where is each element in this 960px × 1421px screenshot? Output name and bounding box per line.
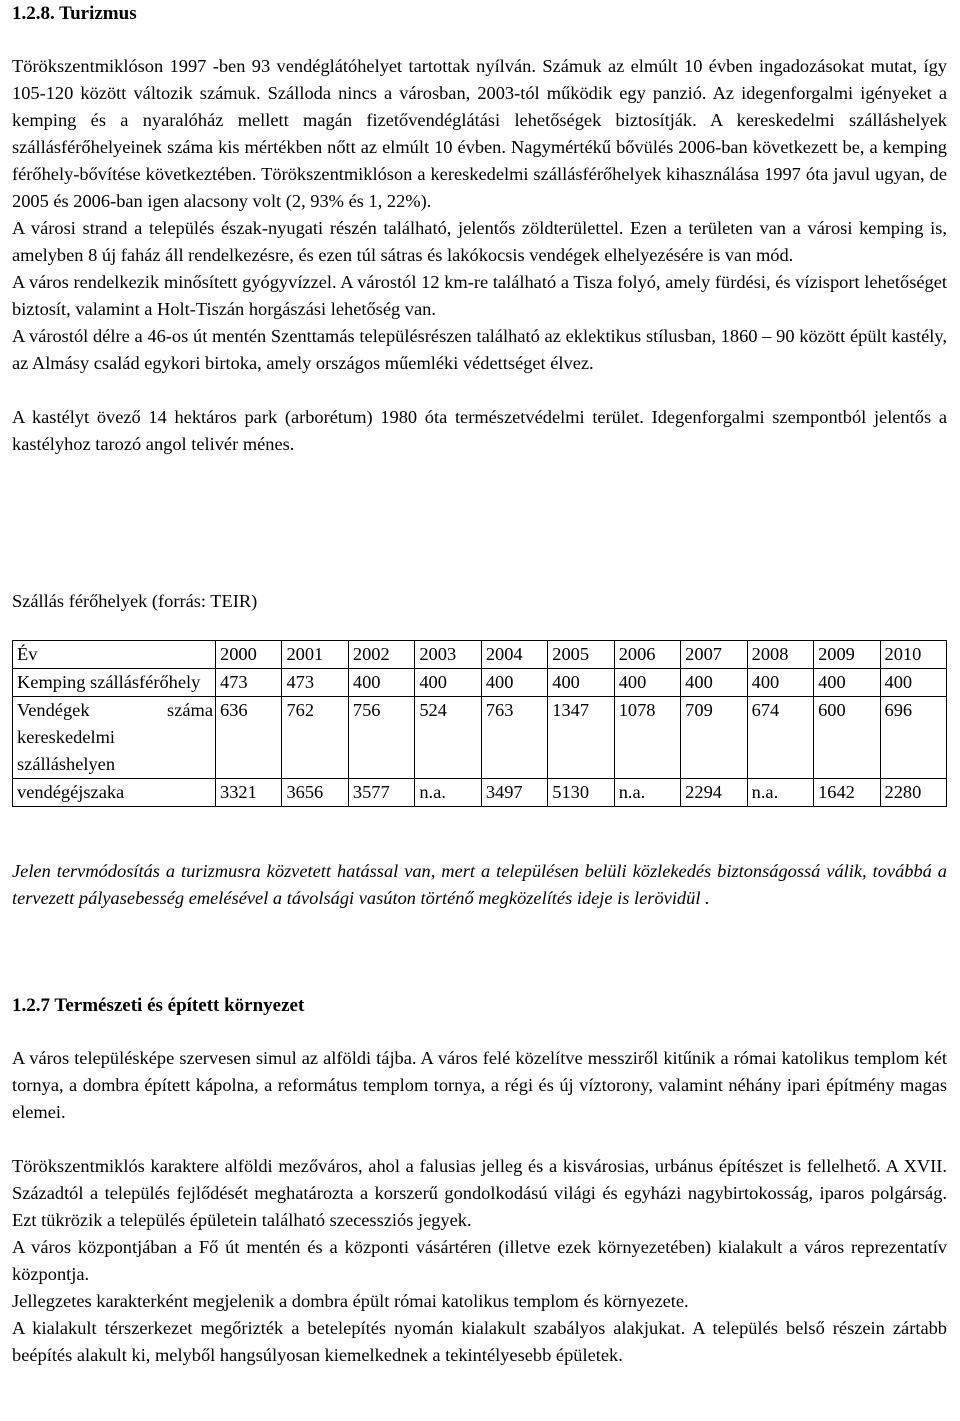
table-cell: 400 bbox=[814, 669, 880, 697]
table-cell: 2001 bbox=[282, 641, 348, 669]
blank-line bbox=[12, 1126, 947, 1153]
table-cell: 400 bbox=[681, 669, 747, 697]
table-title: Szállás férőhelyek (forrás: TEIR) bbox=[12, 591, 258, 611]
table-cell: 473 bbox=[216, 669, 282, 697]
table-cell: 524 bbox=[415, 697, 481, 779]
table-cell: 1642 bbox=[814, 779, 880, 807]
table-row-label: Vendégek száma kereskedelmi szálláshelyen bbox=[13, 697, 216, 779]
table-cell: 2007 bbox=[681, 641, 747, 669]
table-cell: 2003 bbox=[415, 641, 481, 669]
table-cell: 2280 bbox=[880, 779, 946, 807]
paragraph: A várostól délre a 46-os út mentén Szenttamás településrészen található az eklektikus stílusban, 1860 – 90 között épült kastély, az Almásy család egykori birtoka, amely országos műemléki védettséget élvez. bbox=[12, 326, 947, 373]
section-environment bbox=[12, 1045, 947, 1369]
table-cell: 763 bbox=[481, 697, 547, 779]
table-cell: 473 bbox=[282, 669, 348, 697]
table-row bbox=[13, 669, 947, 697]
table-cell: 2010 bbox=[880, 641, 946, 669]
accommodation-table bbox=[12, 640, 947, 807]
table-cell: 2005 bbox=[548, 641, 614, 669]
table-cell: 2008 bbox=[747, 641, 813, 669]
table-cell: 3497 bbox=[481, 779, 547, 807]
table-cell: n.a. bbox=[614, 779, 680, 807]
table-cell: 2004 bbox=[481, 641, 547, 669]
table-cell: 696 bbox=[880, 697, 946, 779]
table-cell: 636 bbox=[216, 697, 282, 779]
table-cell: 2002 bbox=[348, 641, 414, 669]
table-header-row bbox=[13, 641, 947, 669]
table-cell: n.a. bbox=[747, 779, 813, 807]
paragraph: A kialakult térszerkezet megőrizték a betelepítés nyomán kialakult szabályos alakjukat. A település belső részein zártabb beépítés alakult ki, melyből hangsúlyosan kiemelkednek a tekintélyesebb épületek. bbox=[12, 1318, 947, 1365]
italic-note: Jelen tervmódosítás a turizmusra közvetett hatással van, mert a településen belüli közlekedés biztonságossá válik, továbbá a tervezett pályasebesség emelésével a távolsági vasúton történő megközelítés ideje is lerövidül . bbox=[12, 861, 947, 908]
table-cell: n.a. bbox=[415, 779, 481, 807]
table-cell: 400 bbox=[348, 669, 414, 697]
table-cell: 762 bbox=[282, 697, 348, 779]
table-cell: 400 bbox=[880, 669, 946, 697]
paragraph: A kastélyt övező 14 hektáros park (arborétum) 1980 óta természetvédelmi terület. Idegenforgalmi szempontból jelentős a kastélyhoz tarozó angol telivér ménes. bbox=[12, 407, 947, 454]
table-row bbox=[13, 779, 947, 807]
table-row-label: vendégéjszaka bbox=[13, 779, 216, 807]
table-cell: 3321 bbox=[216, 779, 282, 807]
table-cell: 674 bbox=[747, 697, 813, 779]
paragraph: A városi strand a település észak-nyugati részén található, jelentős zöldterülettel. Ezen a területen van a városi kemping is, amelyben 8 új faház áll rendelkezésre, és ezen túl sátras és lakókocsis vendégek elhelyezésére is van mód. bbox=[12, 218, 947, 265]
table-row-label: Kemping szállásférőhely bbox=[13, 669, 216, 697]
table-cell: 400 bbox=[548, 669, 614, 697]
table-cell: 3656 bbox=[282, 779, 348, 807]
table-cell: 2294 bbox=[681, 779, 747, 807]
table-cell: 400 bbox=[747, 669, 813, 697]
table-cell: 2006 bbox=[614, 641, 680, 669]
table-cell: 400 bbox=[415, 669, 481, 697]
table-cell: 1347 bbox=[548, 697, 614, 779]
table-cell: 1078 bbox=[614, 697, 680, 779]
table-cell: 600 bbox=[814, 697, 880, 779]
table-cell: 5130 bbox=[548, 779, 614, 807]
paragraph: Törökszentmiklóson 1997 -ben 93 vendéglátóhelyet tartottak nyílván. Számuk az elmúlt 10 évben ingadozásokat mutat, így 105-120 között változik számuk. Szálloda nincs a városban, 2003-tól működik egy panzió. Az idegenforgalmi igényeket a kemping és a nyaralóház mellett magán fizetővendéglátási lehetőségek biztosítják. A kereskedelmi szálláshelyek szállásférőhelyeinek száma kis mértékben nőtt az elmúlt 10 évben. Nagymértékű bővülés 2006-ban következett be, a kemping férőhely-bővítése következtében. Törökszentmiklóson a kereskedelmi szállásférőhelyek kihasználása 1997 óta javul ugyan, de 2005 és 2006-ban igen alacsony volt (2, 93% és 1, 22%). bbox=[12, 56, 947, 211]
table-cell: Év bbox=[13, 641, 216, 669]
table-cell: 2009 bbox=[814, 641, 880, 669]
paragraph: Jellegzetes karakterként megjelenik a dombra épült római katolikus templom és környezete. bbox=[12, 1291, 689, 1311]
table-cell: 756 bbox=[348, 697, 414, 779]
paragraph: A város településképe szervesen simul az alföldi tájba. A város felé közelítve messziről kitűnik a római katolikus templom két tornya, a dombra épített kápolna, a református templom tornya, a régi és új víztorony, valamint néhány ipari építmény magas elemei. bbox=[12, 1048, 947, 1122]
table-cell: 3577 bbox=[348, 779, 414, 807]
table-row bbox=[13, 697, 947, 779]
table-cell: 400 bbox=[481, 669, 547, 697]
paragraph: A város központjában a Fő út mentén és a központi vásártéren (illetve ezek környezetében) kialakult a város reprezentatív központja. bbox=[12, 1237, 947, 1284]
blank-line bbox=[12, 377, 947, 404]
table-cell: 709 bbox=[681, 697, 747, 779]
section-heading: 1.2.7 Természeti és épített környezet bbox=[12, 995, 305, 1016]
section-heading: 1.2.8. Turizmus bbox=[12, 3, 137, 24]
table-cell: 2000 bbox=[216, 641, 282, 669]
paragraph: A város rendelkezik minősített gyógyvízzel. A várostól 12 km-re található a Tisza folyó, amely fürdési, és vízisport lehetőséget biztosít, valamint a Holt-Tiszán horgászási lehetőség van. bbox=[12, 272, 947, 319]
table-cell: 400 bbox=[614, 669, 680, 697]
paragraph: Törökszentmiklós karaktere alföldi mezőváros, ahol a falusias jelleg és a kisvárosias, urbánus építészet is fellelhető. A XVII. Századtól a település fejlődését meghatározta a korszerű gondolkodású világi és egyházi nagybirtokosság, iparos polgárság. Ezt tükrözik a település épületein található szecessziós jegyek. bbox=[12, 1156, 947, 1230]
